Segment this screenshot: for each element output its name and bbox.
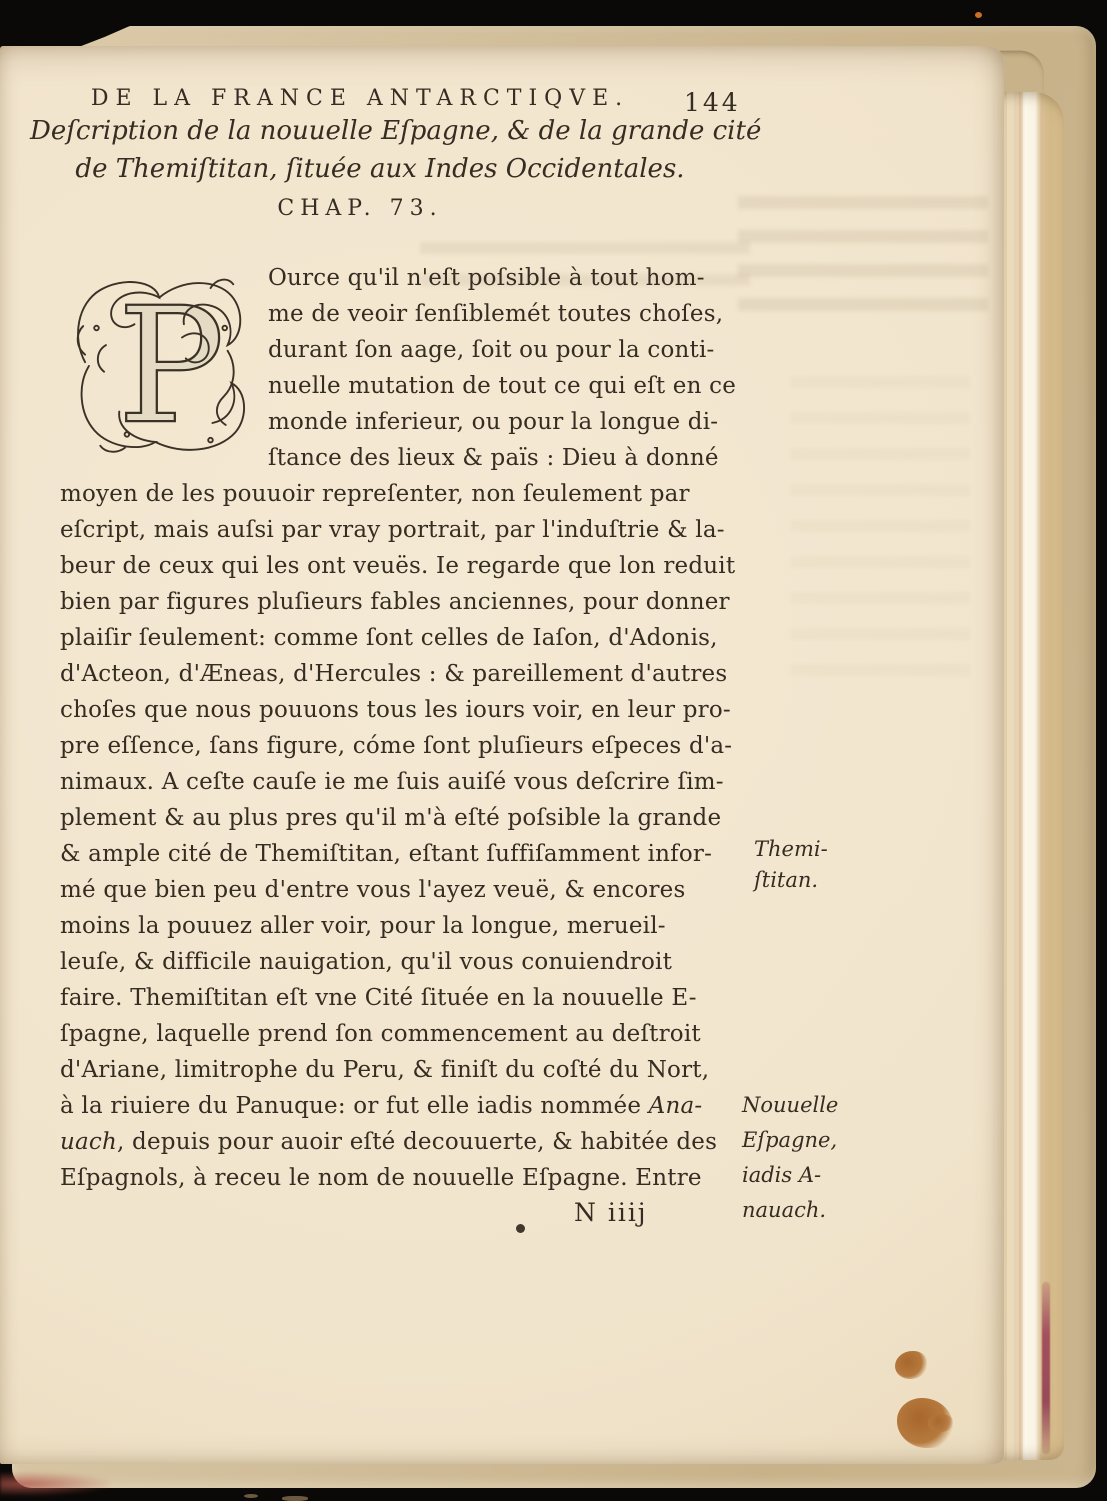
dust-speck	[975, 12, 982, 18]
body-line: plaiſir ſeulement: comme ſont celles de Iaſon, d'Adonis,	[60, 625, 718, 651]
body-line: ſpagne, laquelle prend ſon commencement au deſtroit	[60, 1021, 701, 1047]
body-line: pre eſſence, ſans figure, cóme ſont pluſieurs eſpeces d'a-	[60, 733, 733, 759]
page-number: 144	[684, 88, 741, 117]
show-through-ghost-text	[790, 376, 970, 676]
body-line: durant ſon aage, ſoit ou pour la conti-	[268, 337, 715, 363]
margin-note-line: nauach.	[742, 1198, 827, 1222]
margin-note-line: ſtitan.	[754, 868, 819, 892]
margin-note-line: Nouuelle	[742, 1093, 839, 1117]
drop-cap-woodcut	[60, 264, 264, 466]
body-line: eſcript, mais auſsi par vray portrait, par l'induſtrie & la-	[60, 517, 725, 543]
body-line: nuelle mutation de tout ce qui eſt en ce	[268, 373, 737, 399]
body-line: me de veoir ſenſiblemét toutes choſes,	[268, 301, 724, 327]
margin-note-themistitan	[754, 834, 828, 896]
body-line: Eſpagnols, à receu le nom de nouuelle Eſpagne. Entre	[60, 1165, 702, 1191]
chapter-heading: CHAP. 73.	[277, 196, 443, 221]
body-line: monde inferieur, ou pour la longue di-	[268, 409, 719, 435]
body-line: beur de ceux qui les ont veuës. Ie regarde que lon reduit	[60, 553, 736, 579]
body-line: faire. Themiſtitan eſt vne Cité ſituée en la nouuelle E-	[60, 985, 697, 1011]
body-line: ſtance des lieux & païs : Dieu à donné	[268, 445, 719, 471]
drop-cap-letter: P	[117, 273, 225, 460]
body-line: Ource qu'il n'eſt poſsible à tout hom-	[268, 265, 705, 291]
body-text	[60, 260, 776, 1196]
body-line: d'Acteon, d'Æneas, d'Hercules : & pareillement d'autres	[60, 661, 728, 687]
foxing-stain	[928, 1414, 954, 1432]
chapter-subtitle-line1: Deſcription de la nouuelle Eſpagne, & de la grande cité	[30, 116, 762, 146]
ink-blot	[516, 1224, 525, 1233]
body-line: moyen de les pouuoir repreſenter, non ſeulement par	[60, 481, 690, 507]
margin-note-line: Themi-	[754, 837, 828, 861]
running-title: DE LA FRANCE ANTARCTIQVE.	[90, 86, 630, 111]
fore-edge-red-mark	[1042, 1282, 1050, 1454]
body-line: leuſe, & difficile nauigation, qu'il vous conuiendroit	[60, 949, 673, 975]
body-line: à la riuiere du Panuque: or fut elle iadis nommée Ana-	[60, 1093, 703, 1119]
edge-speck	[244, 1494, 258, 1498]
chapter-subtitle-line2: de Themiſtitan, ſituée aux Indes Occidentales.	[75, 154, 685, 184]
margin-note-line: Eſpagne,	[742, 1128, 838, 1152]
body-line: choſes que nous pouuons tous les iours voir, en leur pro-	[60, 697, 731, 723]
gathering-signature: N iiij	[574, 1198, 648, 1227]
red-smudge	[0, 1472, 110, 1496]
body-line: bien par figures pluſieurs fables anciennes, pour donner	[60, 589, 730, 615]
body-line: d'Ariane, limitrophe du Peru, & finiſt du coſté du Nort,	[60, 1057, 710, 1083]
margin-note-line: iadis A-	[742, 1163, 822, 1187]
body-line: uach, depuis pour auoir eſté decouuerte, & habitée des	[60, 1129, 718, 1155]
book-page	[0, 46, 1004, 1464]
body-line: moins la pouuez aller voir, pour la longue, merueil-	[60, 913, 666, 939]
edge-speck	[282, 1496, 308, 1501]
body-line: & ample cité de Themiſtitan, eſtant ſuffiſamment infor-	[60, 841, 713, 867]
body-line: plement & au plus pres qu'il m'à eſté poſsible la grande	[60, 805, 722, 831]
margin-note-nouvelle-espagne	[742, 1088, 838, 1228]
body-line: nimaux. A ceſte cauſe ie me ſuis auiſé vous deſcrire ſim-	[60, 769, 724, 795]
body-line: mé que bien peu d'entre vous l'ayez veuë, & encores	[60, 877, 686, 903]
foxing-stain	[895, 1351, 927, 1379]
woodcut-initial-ornament	[68, 270, 258, 462]
